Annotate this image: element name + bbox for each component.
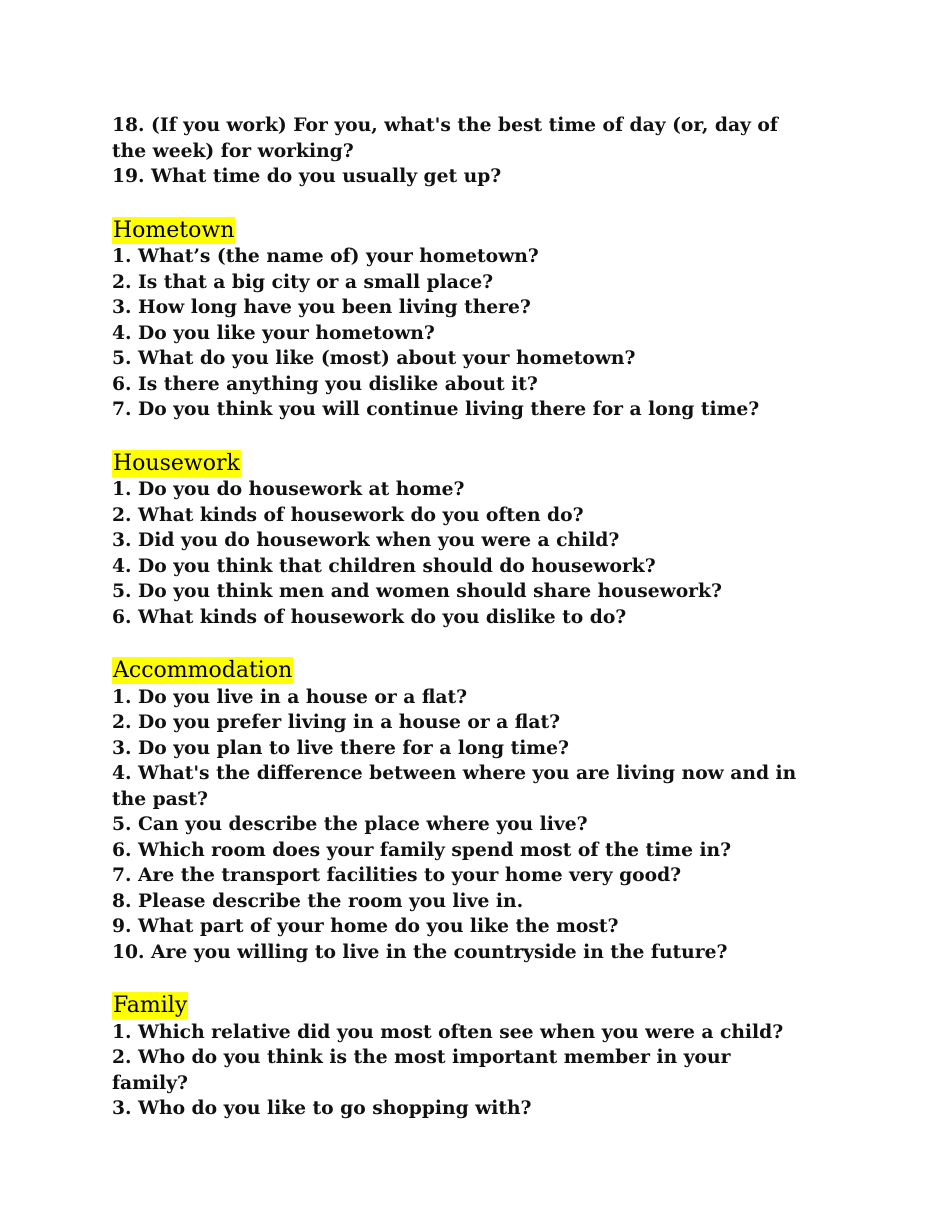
question-line: 2. Do you prefer living in a house or a flat? bbox=[112, 711, 561, 733]
question-line: 4. Do you like your hometown? bbox=[112, 321, 435, 344]
question-line: 3. Did you do housework when you were a child? bbox=[112, 529, 620, 551]
question-line: 3. How long have you been living there? bbox=[112, 296, 531, 318]
question-line: 18. (If you work) For you, what's the best time of day (or, day of the week) for working? bbox=[112, 114, 778, 162]
question-line: 1. Which relative did you most often see when you were a child? bbox=[112, 1020, 784, 1043]
section-family bbox=[112, 992, 812, 1122]
question-line: 3. Do you plan to live there for a long time? bbox=[112, 736, 569, 759]
question-line: 3. Who do you like to go shopping with? bbox=[112, 1097, 532, 1119]
question-line: 1. Do you live in a house or a flat? bbox=[112, 685, 468, 708]
question-line: 7. Do you think you will continue living there for a long time? bbox=[112, 398, 760, 420]
question-line: 1. What’s (the name of) your hometown? bbox=[112, 245, 539, 267]
section-housework bbox=[112, 450, 812, 631]
question-line: 2. What kinds of housework do you often do? bbox=[112, 503, 584, 526]
question-line: 6. What kinds of housework do you dislike to do? bbox=[112, 605, 627, 628]
question-line: 6. Which room does your family spend most of the time in? bbox=[112, 838, 732, 861]
question-line: 6. Is there anything you dislike about it? bbox=[112, 372, 538, 395]
question-line: 8. Please describe the room you live in. bbox=[112, 889, 524, 912]
question-line: 2. Is that a big city or a small place? bbox=[112, 270, 494, 293]
section-accommodation bbox=[112, 657, 812, 965]
question-line: 5. Can you describe the place where you live? bbox=[112, 813, 588, 835]
section-hometown bbox=[112, 217, 812, 423]
section-heading: Hometown bbox=[113, 217, 235, 243]
question-line: 5. Do you think men and women should share housework? bbox=[112, 580, 722, 602]
question-line: 19. What time do you usually get up? bbox=[112, 165, 502, 187]
document-body bbox=[112, 113, 812, 1122]
section-heading: Family bbox=[113, 993, 188, 1018]
question-line: 5. What do you like (most) about your hometown? bbox=[112, 347, 636, 369]
question-line: 9. What part of your home do you like the most? bbox=[112, 915, 619, 937]
question-line: 1. Do you do housework at home? bbox=[112, 478, 465, 500]
question-line: 10. Are you willing to live in the countryside in the future? bbox=[112, 940, 728, 963]
question-line: 7. Are the transport facilities to your home very good? bbox=[112, 864, 682, 886]
question-line: 4. What's the difference between where you are living now and in the past? bbox=[112, 762, 797, 810]
section-heading: Housework bbox=[113, 450, 240, 476]
section-heading: Accommodation bbox=[113, 658, 293, 683]
intro-questions bbox=[112, 113, 812, 190]
question-line: 4. Do you think that children should do housework? bbox=[112, 554, 656, 577]
question-line: 2. Who do you think is the most important member in your family? bbox=[112, 1046, 731, 1094]
